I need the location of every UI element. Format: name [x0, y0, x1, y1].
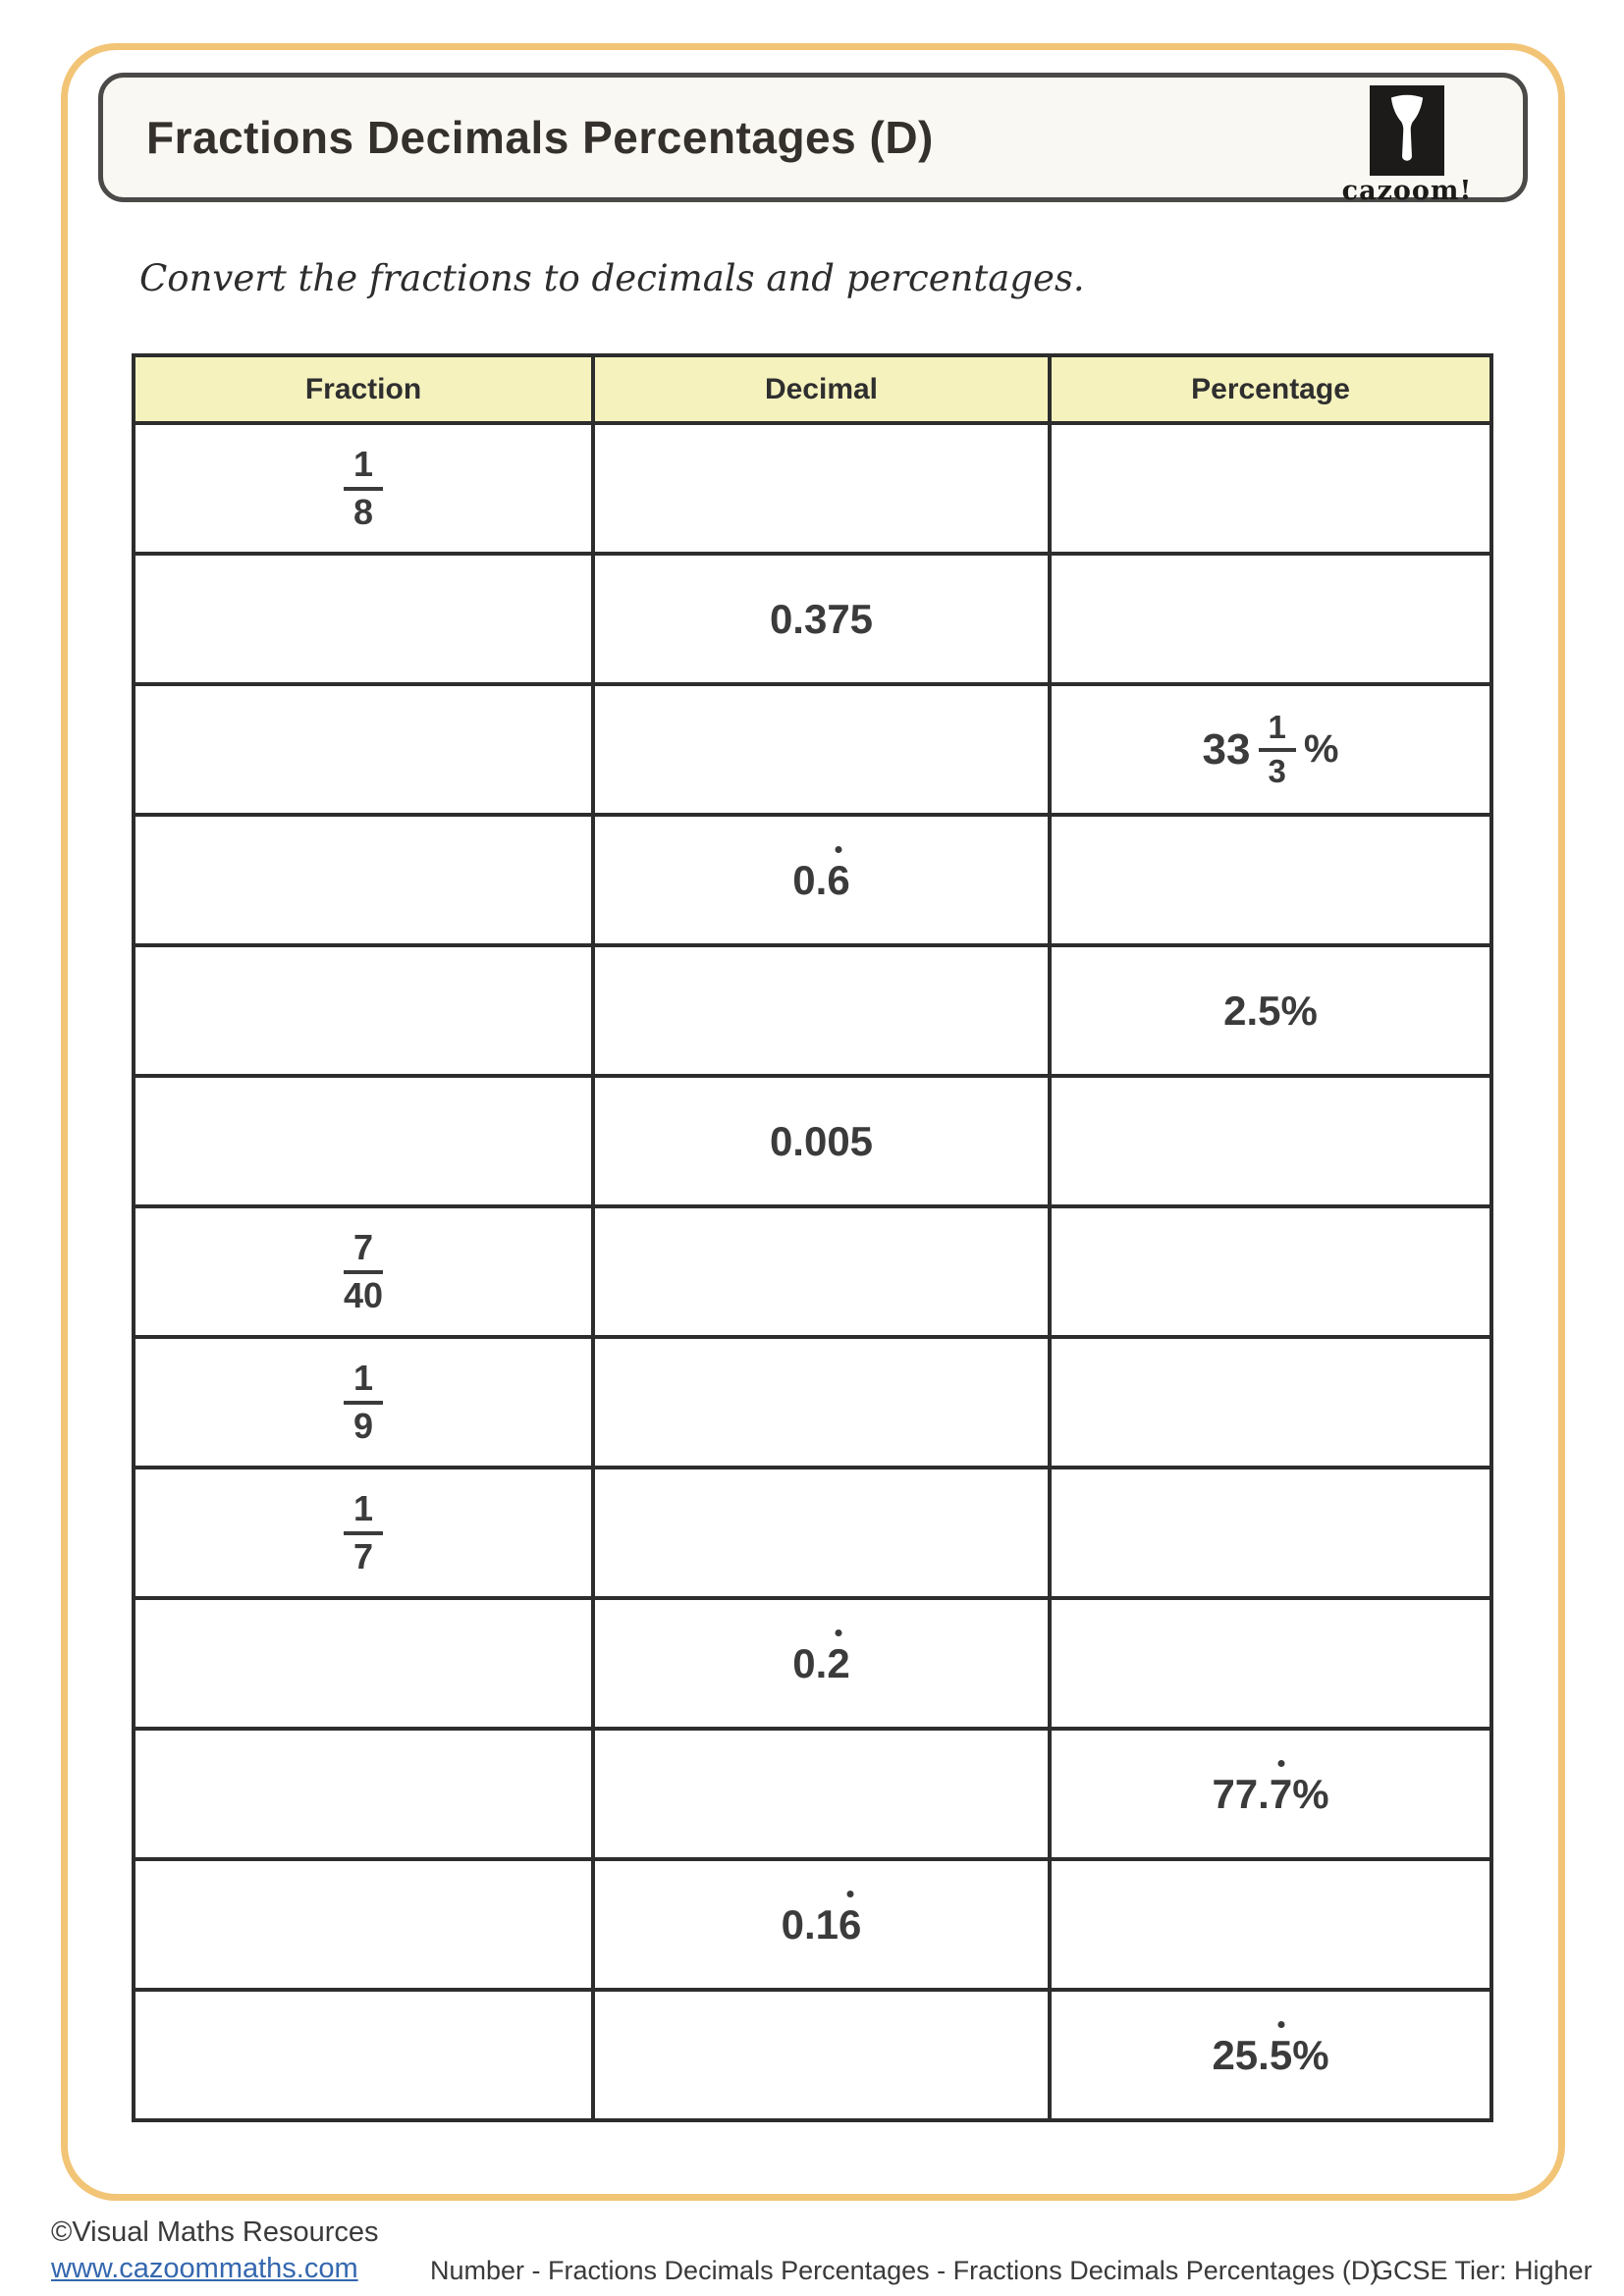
recurring-value: 0.6	[792, 856, 850, 903]
table-cell-fraction	[134, 1598, 593, 1729]
table-cell-decimal	[593, 945, 1050, 1076]
recurring-value: 77.7%	[1212, 1770, 1329, 1817]
mixed-number-value	[1203, 710, 1339, 790]
table-cell-fraction	[134, 1337, 593, 1468]
table-cell-decimal	[593, 1990, 1050, 2120]
page-title: Fractions Decimals Percentages (D)	[146, 112, 934, 163]
table-row	[134, 423, 1491, 554]
table-cell-decimal	[593, 423, 1050, 554]
cell-value: 0.375	[769, 595, 874, 642]
cazoom-logo-text: cazoom!	[1341, 176, 1473, 206]
table-cell-percentage	[1050, 1859, 1491, 1990]
table-cell-percentage	[1050, 1598, 1491, 1729]
table-cell-percentage	[1050, 1206, 1491, 1337]
instruction-text: Convert the fractions to decimals and percentages.	[139, 257, 1085, 299]
fraction-numerator: 1	[344, 445, 383, 490]
fraction-numerator: 1	[1259, 710, 1296, 752]
fraction-numerator: 7	[344, 1228, 383, 1273]
table-cell-percentage	[1050, 554, 1491, 684]
table-cell-fraction	[134, 1859, 593, 1990]
table-cell-decimal	[593, 1729, 1050, 1859]
table-header-row	[134, 355, 1491, 423]
table-row	[134, 945, 1491, 1076]
cell-value: 2.5%	[1223, 987, 1318, 1034]
cazoom-logo	[1338, 85, 1476, 206]
table-row	[134, 1729, 1491, 1859]
table-cell-percentage	[1050, 945, 1491, 1076]
table-cell-fraction	[134, 1206, 593, 1337]
table-cell-decimal	[593, 1468, 1050, 1598]
table-cell-fraction	[134, 1468, 593, 1598]
whole-number: 33	[1202, 724, 1251, 774]
table-cell-decimal	[593, 1859, 1050, 1990]
table-cell-decimal	[593, 815, 1050, 945]
worksheet-category: Number - Fractions Decimals Percentages - Fractions Decimals Percentages (D)	[430, 2256, 1380, 2285]
table-cell-fraction	[134, 945, 593, 1076]
table-cell-percentage	[1050, 1076, 1491, 1206]
fraction-denominator: 8	[352, 491, 374, 532]
worksheet-header	[98, 73, 1528, 206]
table-cell-percentage	[1050, 423, 1491, 554]
fraction-value	[344, 1489, 383, 1576]
column-header-fraction: Fraction	[134, 355, 593, 423]
table-cell-fraction	[134, 1990, 593, 2120]
column-header-percentage: Percentage	[1050, 355, 1491, 423]
recurring-digit: 6	[827, 856, 850, 903]
fraction-value	[344, 1228, 383, 1315]
table-cell-percentage	[1050, 1337, 1491, 1468]
table-row	[134, 1859, 1491, 1990]
copyright-text: ©Visual Maths Resources	[51, 2216, 379, 2248]
table-row	[134, 1598, 1491, 1729]
table-cell-percentage	[1050, 684, 1491, 815]
table-cell-fraction	[134, 1076, 593, 1206]
cazoom-drum-icon	[1370, 85, 1444, 176]
table-cell-fraction	[134, 1729, 593, 1859]
table-row	[134, 1468, 1491, 1598]
fraction-value	[344, 1359, 383, 1446]
table-cell-decimal	[593, 1076, 1050, 1206]
fraction-denominator: 40	[343, 1274, 384, 1315]
recurring-digit: 7	[1269, 1770, 1293, 1817]
table-cell-fraction	[134, 815, 593, 945]
conversion-table	[132, 353, 1493, 2122]
recurring-digit: 6	[839, 1900, 862, 1948]
cell-value: 0.005	[769, 1117, 874, 1164]
percent-sign: %	[1303, 727, 1339, 771]
fraction-denominator: 7	[352, 1535, 374, 1576]
fraction-denominator: 3	[1268, 752, 1286, 789]
table-cell-fraction	[134, 554, 593, 684]
table-cell-decimal	[593, 1337, 1050, 1468]
recurring-digit: 2	[827, 1639, 850, 1686]
table-row	[134, 684, 1491, 815]
table-row	[134, 1076, 1491, 1206]
table-row	[134, 554, 1491, 684]
fraction-denominator: 9	[352, 1405, 374, 1446]
table-cell-decimal	[593, 1206, 1050, 1337]
table-cell-fraction	[134, 423, 593, 554]
website-link[interactable]: www.cazoommaths.com	[51, 2253, 358, 2284]
table-cell-fraction	[134, 684, 593, 815]
table-cell-decimal	[593, 1598, 1050, 1729]
table-cell-decimal	[593, 554, 1050, 684]
fraction-value	[344, 445, 383, 532]
fraction-numerator: 1	[344, 1489, 383, 1534]
table-row	[134, 1206, 1491, 1337]
table-cell-decimal	[593, 684, 1050, 815]
recurring-digit: 5	[1269, 2031, 1293, 2078]
recurring-value: 0.16	[781, 1900, 862, 1948]
table-row	[134, 815, 1491, 945]
recurring-value: 0.2	[792, 1639, 850, 1686]
table-cell-percentage	[1050, 1729, 1491, 1859]
table-cell-percentage	[1050, 1468, 1491, 1598]
fraction-numerator: 1	[344, 1359, 383, 1404]
table-row	[134, 1990, 1491, 2120]
column-header-decimal: Decimal	[593, 355, 1050, 423]
fraction-value	[1259, 710, 1296, 790]
gcse-tier: GCSE Tier: Higher	[1373, 2256, 1593, 2285]
table-cell-percentage	[1050, 815, 1491, 945]
table-row	[134, 1337, 1491, 1468]
recurring-value: 25.5%	[1212, 2031, 1329, 2078]
table-cell-percentage	[1050, 1990, 1491, 2120]
